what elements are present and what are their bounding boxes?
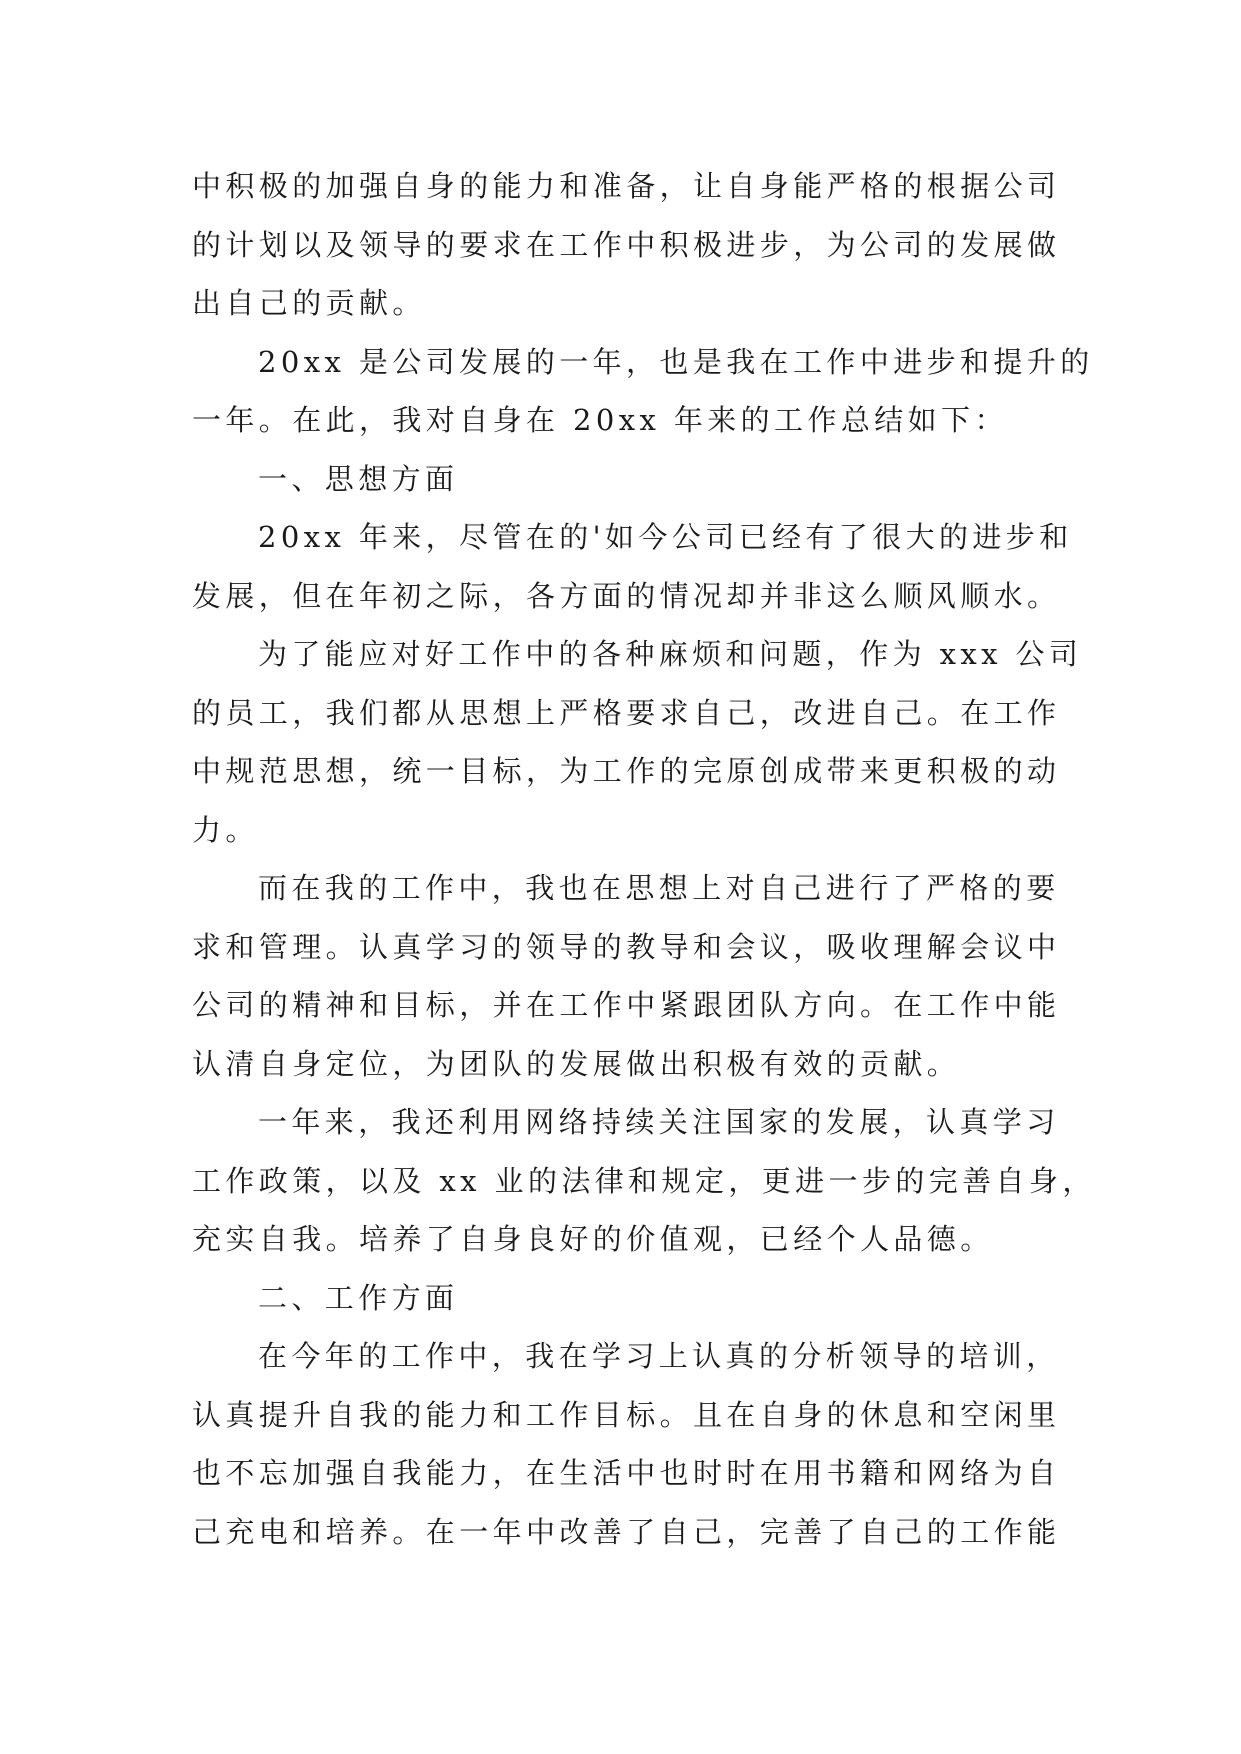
text-line: 也不忘加强自我能力，在生活中也时时在用书籍和网络为自 (192, 1456, 1061, 1490)
text-line: 中积极的加强自身的能力和准备，让自身能严格的根据公司 (192, 169, 1061, 203)
text-line: 己充电和培养。在一年中改善了自己，完善了自己的工作能 (192, 1514, 1061, 1549)
text-line: 的计划以及领导的要求在工作中积极进步，为公司的发展做 (192, 227, 1061, 262)
section-heading-work: 二、工作方面 (258, 1280, 459, 1315)
document-body (192, 157, 1096, 1561)
text-line: 的员工，我们都从思想上严格要求自己，改进自己。在工作 (192, 695, 1061, 730)
section-heading-thought: 一、思想方面 (258, 461, 459, 496)
text-line: 发展，但在年初之际，各方面的情况却并非这么顺风顺水。 (192, 578, 1061, 613)
paragraph-start-line: 20xx 是公司发展的一年，也是我在工作中进步和提升的 (258, 344, 1094, 379)
text-line: 一年。在此，我对自身在 20xx 年来的工作总结如下： (192, 403, 1008, 437)
paragraph-start-line: 一年来，我还利用网络持续关注国家的发展，认真学习 (258, 1105, 1060, 1139)
paragraph-start-line: 为了能应对好工作中的各种麻烦和问题，作为 xxx 公司 (258, 637, 1083, 671)
text-line: 充实自我。培养了自身良好的价值观，已经个人品德。 (192, 1222, 994, 1256)
text-line: 力。 (192, 812, 259, 847)
text-line: 认清自身定位，为团队的发展做出积极有效的贡献。 (192, 1046, 961, 1081)
paragraph-start-line: 20xx 年来，尽管在的'如今公司已经有了很大的进步和 (258, 520, 1073, 554)
text-line: 出自己的贡献。 (192, 286, 426, 320)
text-line: 认真提升自我的能力和工作目标。且在自身的休息和空闲里 (192, 1397, 1061, 1432)
text-line: 中规范思想，统一目标，为工作的完原创成带来更积极的动 (192, 754, 1061, 788)
paragraph-start-line: 在今年的工作中，我在学习上认真的分析领导的培训， (258, 1339, 1060, 1373)
text-line: 工作政策，以及 xx 业的法律和规定，更进一步的完善自身， (192, 1163, 1096, 1198)
text-line: 求和管理。认真学习的领导的教导和会议，吸收理解会议中 (192, 929, 1061, 964)
text-line: 公司的精神和目标，并在工作中紧跟团队方向。在工作中能 (192, 988, 1061, 1022)
paragraph-start-line: 而在我的工作中，我也在思想上对自己进行了严格的要 (258, 871, 1060, 905)
